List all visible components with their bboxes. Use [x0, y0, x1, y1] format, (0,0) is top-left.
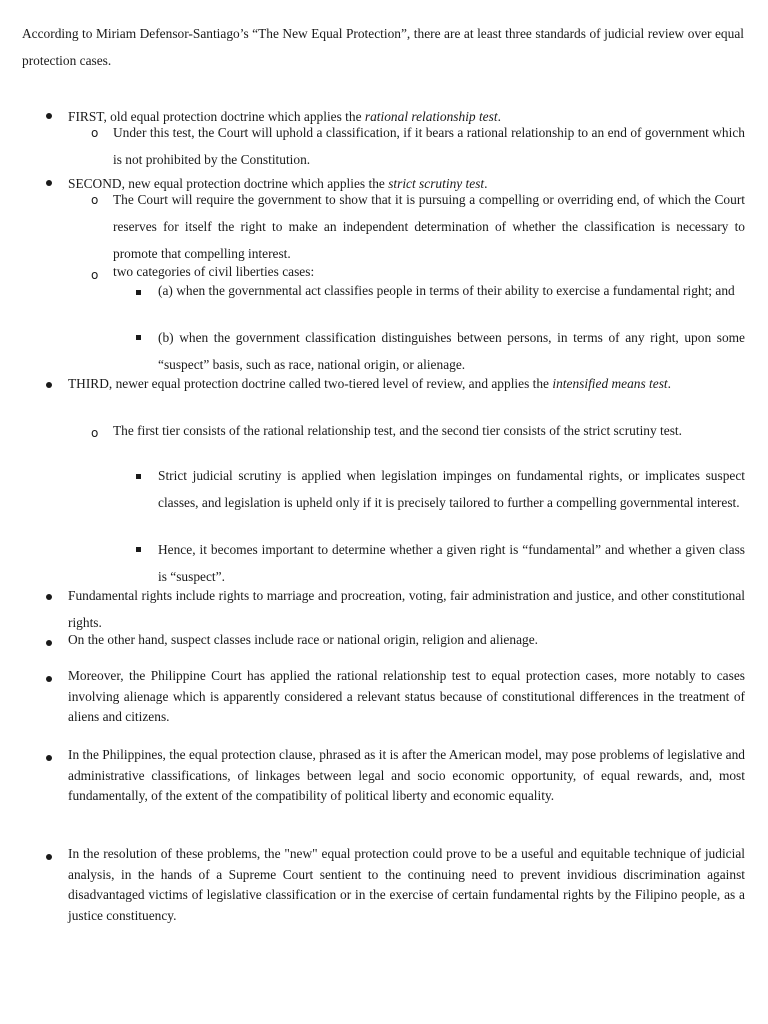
second-sub-item-1: The Court will require the government to show that it is pursuing a compelling or overriding end, of which the Court reserves for itself the right to make an independent determination of whether the classification is necessary to promote that compelling interest. [113, 192, 745, 261]
third-sub-item: The first tier consists of the rational relationship test, and the second tier consists of the strict scrutiny test. [113, 423, 682, 438]
list-item-suspect-classes: On the other hand, suspect classes include race or national origin, religion and alienage. [68, 632, 538, 647]
bullet-dot-icon [46, 640, 52, 646]
list-item-fundamental-rights: Fundamental rights include rights to marriage and procreation, voting, fair administration and justice, and other constitutional rights. [68, 588, 745, 630]
hollow-circle-icon: o [91, 426, 99, 440]
bullet-dot-icon [46, 676, 52, 682]
list-item-moreover: Moreover, the Philippine Court has applied the rational relationship test to equal protection cases, more notably to cases involving alienage which is apparently considered a relevant status because of constitutional differences in the treatment of aliens and citizens. [68, 668, 745, 724]
square-bullet-icon [136, 547, 141, 552]
list-item-philippines: In the Philippines, the equal protection clause, phrased as it is after the American model, may pose problems of legislative and administrative classifications, of linkages between legal and socio economic opportunity, of equal rewards, and, most fundamentally, of the extent of the compatibility of political liberty and economic equality. [68, 747, 745, 803]
bullet-dot-icon [46, 854, 52, 860]
list-item-first: FIRST, old equal protection doctrine which applies the rational relationship test. [68, 109, 501, 124]
square-bullet-icon [136, 335, 141, 340]
first-sub-item: Under this test, the Court will uphold a classification, if it bears a rational relationship to an end of government which is not prohibited by the Constitution. [113, 125, 745, 167]
bullet-dot-icon [46, 382, 52, 388]
square-bullet-icon [136, 290, 141, 295]
hollow-circle-icon: o [91, 126, 99, 140]
list-item-resolution: In the resolution of these problems, the "new" equal protection could prove to be a useful and equitable technique of judicial analysis, in the hands of a Supreme Court sentient to the continuing need to prevent invidious discrimination against disadvantaged victims of legislative classification or in the exercise of certain fundamental rights by the Filipino people, as a justice constituency. [68, 846, 745, 923]
second-sub-item-2a: (a) when the governmental act classifies people in terms of their ability to exercise a fundamental right; and [158, 283, 735, 298]
bullet-dot-icon [46, 180, 52, 186]
bullet-dot-icon [46, 594, 52, 600]
third-sub-item-b: Hence, it becomes important to determine whether a given right is “fundamental” and whether a given class is “suspect”. [158, 542, 745, 584]
third-sub-item-a: Strict judicial scrutiny is applied when legislation impinges on fundamental rights, or implicates suspect classes, and legislation is upheld only if it is precisely tailored to further a compelling governmental interest. [158, 468, 745, 510]
hollow-circle-icon: o [91, 193, 99, 207]
bullet-dot-icon [46, 755, 52, 761]
hollow-circle-icon: o [91, 268, 99, 282]
list-item-third: THIRD, newer equal protection doctrine called two-tiered level of review, and applies the intensified means test. [68, 376, 672, 391]
list-item-second: SECOND, new equal protection doctrine which applies the strict scrutiny test. [68, 176, 488, 191]
second-sub-item-2b: (b) when the government classification distinguishes between persons, in terms of any right, upon some “suspect” basis, such as race, national origin, or alienage. [158, 330, 745, 372]
intro-paragraph: According to Miriam Defensor-Santiago’s “The New Equal Protection”, there are at least three standards of judicial review over equal protection cases. [22, 26, 744, 68]
bullet-dot-icon [46, 113, 52, 119]
second-sub-item-2: two categories of civil liberties cases: [113, 264, 315, 279]
square-bullet-icon [136, 474, 141, 479]
